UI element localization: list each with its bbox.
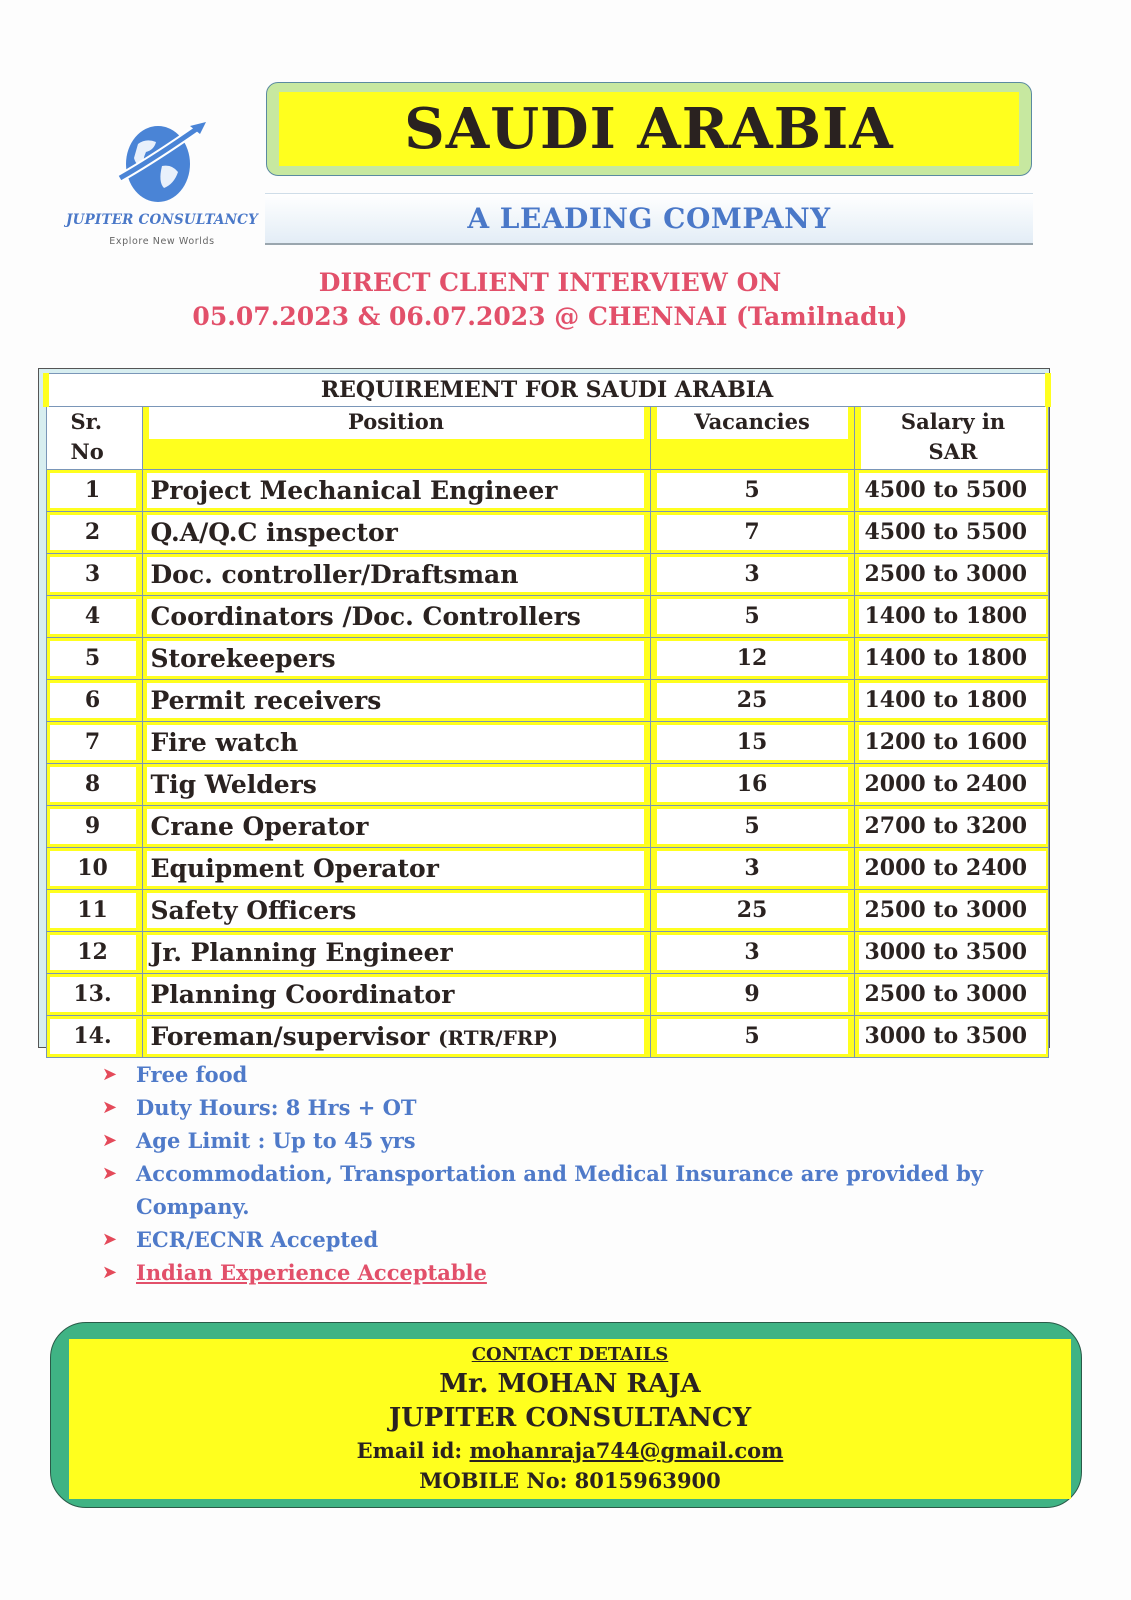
table-row (46, 848, 1048, 890)
cell-position-text: Fire watch (150, 728, 299, 757)
cell-position (147, 641, 644, 676)
benefit-item (102, 1091, 1082, 1124)
cell-vacancies-text: 5 (744, 603, 760, 629)
cell-salary (859, 599, 1046, 634)
cell-vacancies (657, 935, 848, 970)
cell-sr-no (50, 851, 136, 886)
cell-vacancies-text: 5 (744, 813, 760, 839)
benefit-item (102, 1157, 1082, 1223)
benefit-text: Free food (136, 1062, 248, 1087)
logo-brand-name: JUPITER CONSULTANCY (66, 212, 258, 228)
cell-position-text: Q.A/Q.C inspector (150, 518, 398, 547)
cell-position (147, 515, 644, 550)
table-row (46, 890, 1048, 932)
cell-sr-no (50, 809, 136, 844)
cell-salary-text: 2500 to 3000 (864, 897, 1028, 923)
table-row (46, 512, 1048, 554)
cell-position-text: Storekeepers (150, 644, 336, 673)
cell-vacancies (657, 557, 848, 592)
cell-vacancies-text: 25 (736, 687, 768, 713)
cell-position (147, 809, 644, 844)
cell-salary-text: 1400 to 1800 (864, 687, 1028, 713)
cell-vacancies (657, 1019, 848, 1054)
cell-position-text: Planning Coordinator (150, 980, 455, 1009)
benefit-text: Age Limit : Up to 45 yrs (136, 1128, 416, 1153)
cell-salary (859, 893, 1046, 928)
requirements-table (38, 368, 1050, 1051)
cell-vacancies (657, 515, 848, 550)
cell-salary-text: 1400 to 1800 (864, 603, 1028, 629)
cell-sr-no (50, 599, 136, 634)
cell-salary (859, 851, 1046, 886)
cell-position (147, 557, 644, 592)
cell-sr-no-text: 1 (84, 477, 101, 503)
cell-sr-no-text: 2 (84, 519, 101, 545)
cell-sr-no (50, 893, 136, 928)
cell-vacancies-text: 5 (744, 1023, 760, 1049)
cell-vacancies-text: 25 (736, 897, 768, 923)
cell-salary (859, 515, 1046, 550)
cell-sr-no (50, 977, 136, 1012)
header-position: Position (149, 407, 644, 439)
cell-vacancies (657, 683, 848, 718)
table-row (46, 764, 1048, 806)
cell-position (147, 1019, 644, 1054)
table-caption: REQUIREMENT FOR SAUDI ARABIA (46, 374, 1048, 407)
cell-position (147, 767, 644, 802)
cell-position-text: Crane Operator (150, 812, 369, 841)
cell-salary (859, 641, 1046, 676)
cell-sr-no (50, 935, 136, 970)
cell-sr-no-text: 6 (84, 687, 101, 713)
table-row (46, 1016, 1048, 1058)
cell-sr-no (50, 557, 136, 592)
contact-mobile: MOBILE No: 8015963900 (419, 1468, 721, 1493)
table-row (46, 554, 1048, 596)
benefit-text: Accommodation, Transportation and Medical Insurance are provided by Company. (136, 1161, 983, 1219)
cell-vacancies (657, 641, 848, 676)
cell-vacancies-text: 3 (744, 855, 760, 881)
cell-position-text: Equipment Operator (150, 854, 439, 883)
cell-salary (859, 683, 1046, 718)
cell-vacancies (657, 851, 848, 886)
arrowhead-bullet-icon: ➤ (102, 1097, 118, 1118)
cell-position-text: Permit receivers (150, 686, 382, 715)
contact-email-line (69, 1435, 1071, 1467)
cell-sr-no (50, 725, 136, 760)
cell-vacancies-text: 9 (744, 981, 760, 1007)
table-row (46, 680, 1048, 722)
cell-sr-no-text: 7 (84, 729, 101, 755)
cell-sr-no-text: 12 (77, 939, 108, 965)
contact-heading: CONTACT DETAILS (471, 1344, 669, 1365)
cell-salary (859, 1019, 1046, 1054)
cell-vacancies-text: 15 (736, 729, 768, 755)
cell-position (147, 851, 644, 886)
cell-position-suffix: (RTR/FRP) (438, 1026, 558, 1050)
header-vacancies: Vacancies (657, 407, 848, 439)
header-salary (861, 407, 1046, 469)
cell-vacancies (657, 977, 848, 1012)
interview-dates-location: 05.07.2023 & 06.07.2023 @ CHENNAI (Tamilnadu) (192, 302, 908, 331)
cell-vacancies-text: 7 (744, 519, 760, 545)
globe-with-airplane-icon (112, 120, 212, 204)
cell-sr-no (50, 1019, 136, 1054)
cell-vacancies-text: 3 (744, 939, 760, 965)
header-salary-line2: SAR (928, 439, 978, 464)
cell-salary (859, 767, 1046, 802)
interview-notice (0, 266, 1100, 334)
arrowhead-bullet-icon: ➤ (102, 1064, 118, 1085)
subtitle-banner (265, 193, 1033, 245)
arrowhead-bullet-icon: ➤ (102, 1163, 118, 1184)
cell-position-text: Jr. Planning Engineer (150, 938, 453, 967)
cell-sr-no-text: 11 (77, 897, 108, 923)
table-row (46, 806, 1048, 848)
cell-position (147, 935, 644, 970)
benefit-text: ECR/ECNR Accepted (136, 1227, 379, 1252)
logo-tagline: Explore New Worlds (109, 236, 215, 247)
contact-name: Mr. MOHAN RAJA (439, 1369, 701, 1399)
cell-vacancies-text: 12 (736, 645, 768, 671)
cell-salary-text: 2000 to 2400 (864, 771, 1028, 797)
cell-salary (859, 725, 1046, 760)
benefit-item (102, 1223, 1082, 1256)
table-row (46, 638, 1048, 680)
cell-salary (859, 977, 1046, 1012)
cell-sr-no-text: 3 (84, 561, 101, 587)
cell-position-text: Doc. controller/Draftsman (150, 560, 519, 589)
cell-sr-no-text: 13. (73, 981, 112, 1007)
cell-sr-no-text: 9 (84, 813, 101, 839)
email-label: Email id: (356, 1438, 470, 1463)
cell-sr-no-text: 14. (73, 1023, 112, 1049)
cell-salary (859, 557, 1046, 592)
cell-vacancies (657, 767, 848, 802)
cell-vacancies (657, 893, 848, 928)
table-row (46, 974, 1048, 1016)
cell-sr-no (50, 767, 136, 802)
header-sr-no (47, 407, 142, 469)
cell-vacancies-text: 16 (736, 771, 768, 797)
cell-salary-text: 2000 to 2400 (864, 855, 1028, 881)
cell-position (147, 893, 644, 928)
cell-vacancies (657, 599, 848, 634)
contact-details-box (50, 1322, 1082, 1508)
cell-sr-no-text: 4 (84, 603, 101, 629)
table-row (46, 470, 1048, 512)
header-sr-line1: Sr. (70, 409, 103, 434)
cell-vacancies (657, 473, 848, 508)
benefit-text: Indian Experience Acceptable (136, 1260, 487, 1285)
table-row (46, 596, 1048, 638)
benefit-item (102, 1124, 1082, 1157)
cell-salary (859, 935, 1046, 970)
cell-position-text: Tig Welders (150, 770, 317, 799)
cell-position-text: Project Mechanical Engineer (150, 476, 558, 505)
cell-sr-no (50, 641, 136, 676)
page-subtitle: A LEADING COMPANY (467, 202, 831, 235)
cell-salary (859, 809, 1046, 844)
cell-salary-text: 1200 to 1600 (864, 729, 1028, 755)
cell-vacancies (657, 809, 848, 844)
cell-position (147, 599, 644, 634)
table-row (46, 722, 1048, 764)
cell-salary (859, 473, 1046, 508)
cell-vacancies-text: 3 (744, 561, 760, 587)
interview-heading: DIRECT CLIENT INTERVIEW ON (318, 268, 782, 297)
benefit-text: Duty Hours: 8 Hrs + OT (136, 1095, 417, 1120)
page-title: SAUDI ARABIA (404, 96, 894, 162)
arrowhead-bullet-icon: ➤ (102, 1229, 118, 1250)
benefit-item (102, 1256, 1082, 1289)
cell-salary-text: 4500 to 5500 (864, 519, 1028, 545)
cell-salary-text: 1400 to 1800 (864, 645, 1028, 671)
table-row (46, 932, 1048, 974)
cell-salary-text: 2500 to 3000 (864, 981, 1028, 1007)
table-header-row (46, 407, 1048, 470)
cell-position-text: Foreman/supervisor (150, 1022, 439, 1051)
benefits-list (102, 1058, 1082, 1289)
cell-position (147, 725, 644, 760)
arrowhead-bullet-icon: ➤ (102, 1262, 118, 1283)
cell-salary-text: 3000 to 3500 (864, 939, 1028, 965)
cell-salary-text: 3000 to 3500 (864, 1023, 1028, 1049)
cell-sr-no-text: 5 (84, 645, 101, 671)
cell-position-text: Coordinators /Doc. Controllers (150, 602, 581, 631)
cell-vacancies (657, 725, 848, 760)
cell-sr-no-text: 10 (77, 855, 108, 881)
cell-position (147, 683, 644, 718)
cell-salary-text: 2700 to 3200 (864, 813, 1028, 839)
header-salary-line1: Salary in (900, 409, 1006, 434)
cell-salary-text: 2500 to 3000 (864, 561, 1028, 587)
email-link[interactable]: mohanraja744@gmail.com (469, 1438, 784, 1463)
cell-position (147, 977, 644, 1012)
title-banner (266, 82, 1032, 176)
cell-position-text: Safety Officers (150, 896, 357, 925)
cell-sr-no (50, 473, 136, 508)
company-logo (62, 120, 262, 270)
contact-company: JUPITER CONSULTANCY (388, 1403, 752, 1433)
cell-salary-text: 4500 to 5500 (864, 477, 1028, 503)
arrowhead-bullet-icon: ➤ (102, 1130, 118, 1151)
cell-sr-no-text: 8 (84, 771, 101, 797)
cell-sr-no (50, 515, 136, 550)
cell-vacancies-text: 5 (744, 477, 760, 503)
cell-sr-no (50, 683, 136, 718)
cell-position (147, 473, 644, 508)
header-sr-line2: No (70, 439, 104, 464)
benefit-item (102, 1058, 1082, 1091)
